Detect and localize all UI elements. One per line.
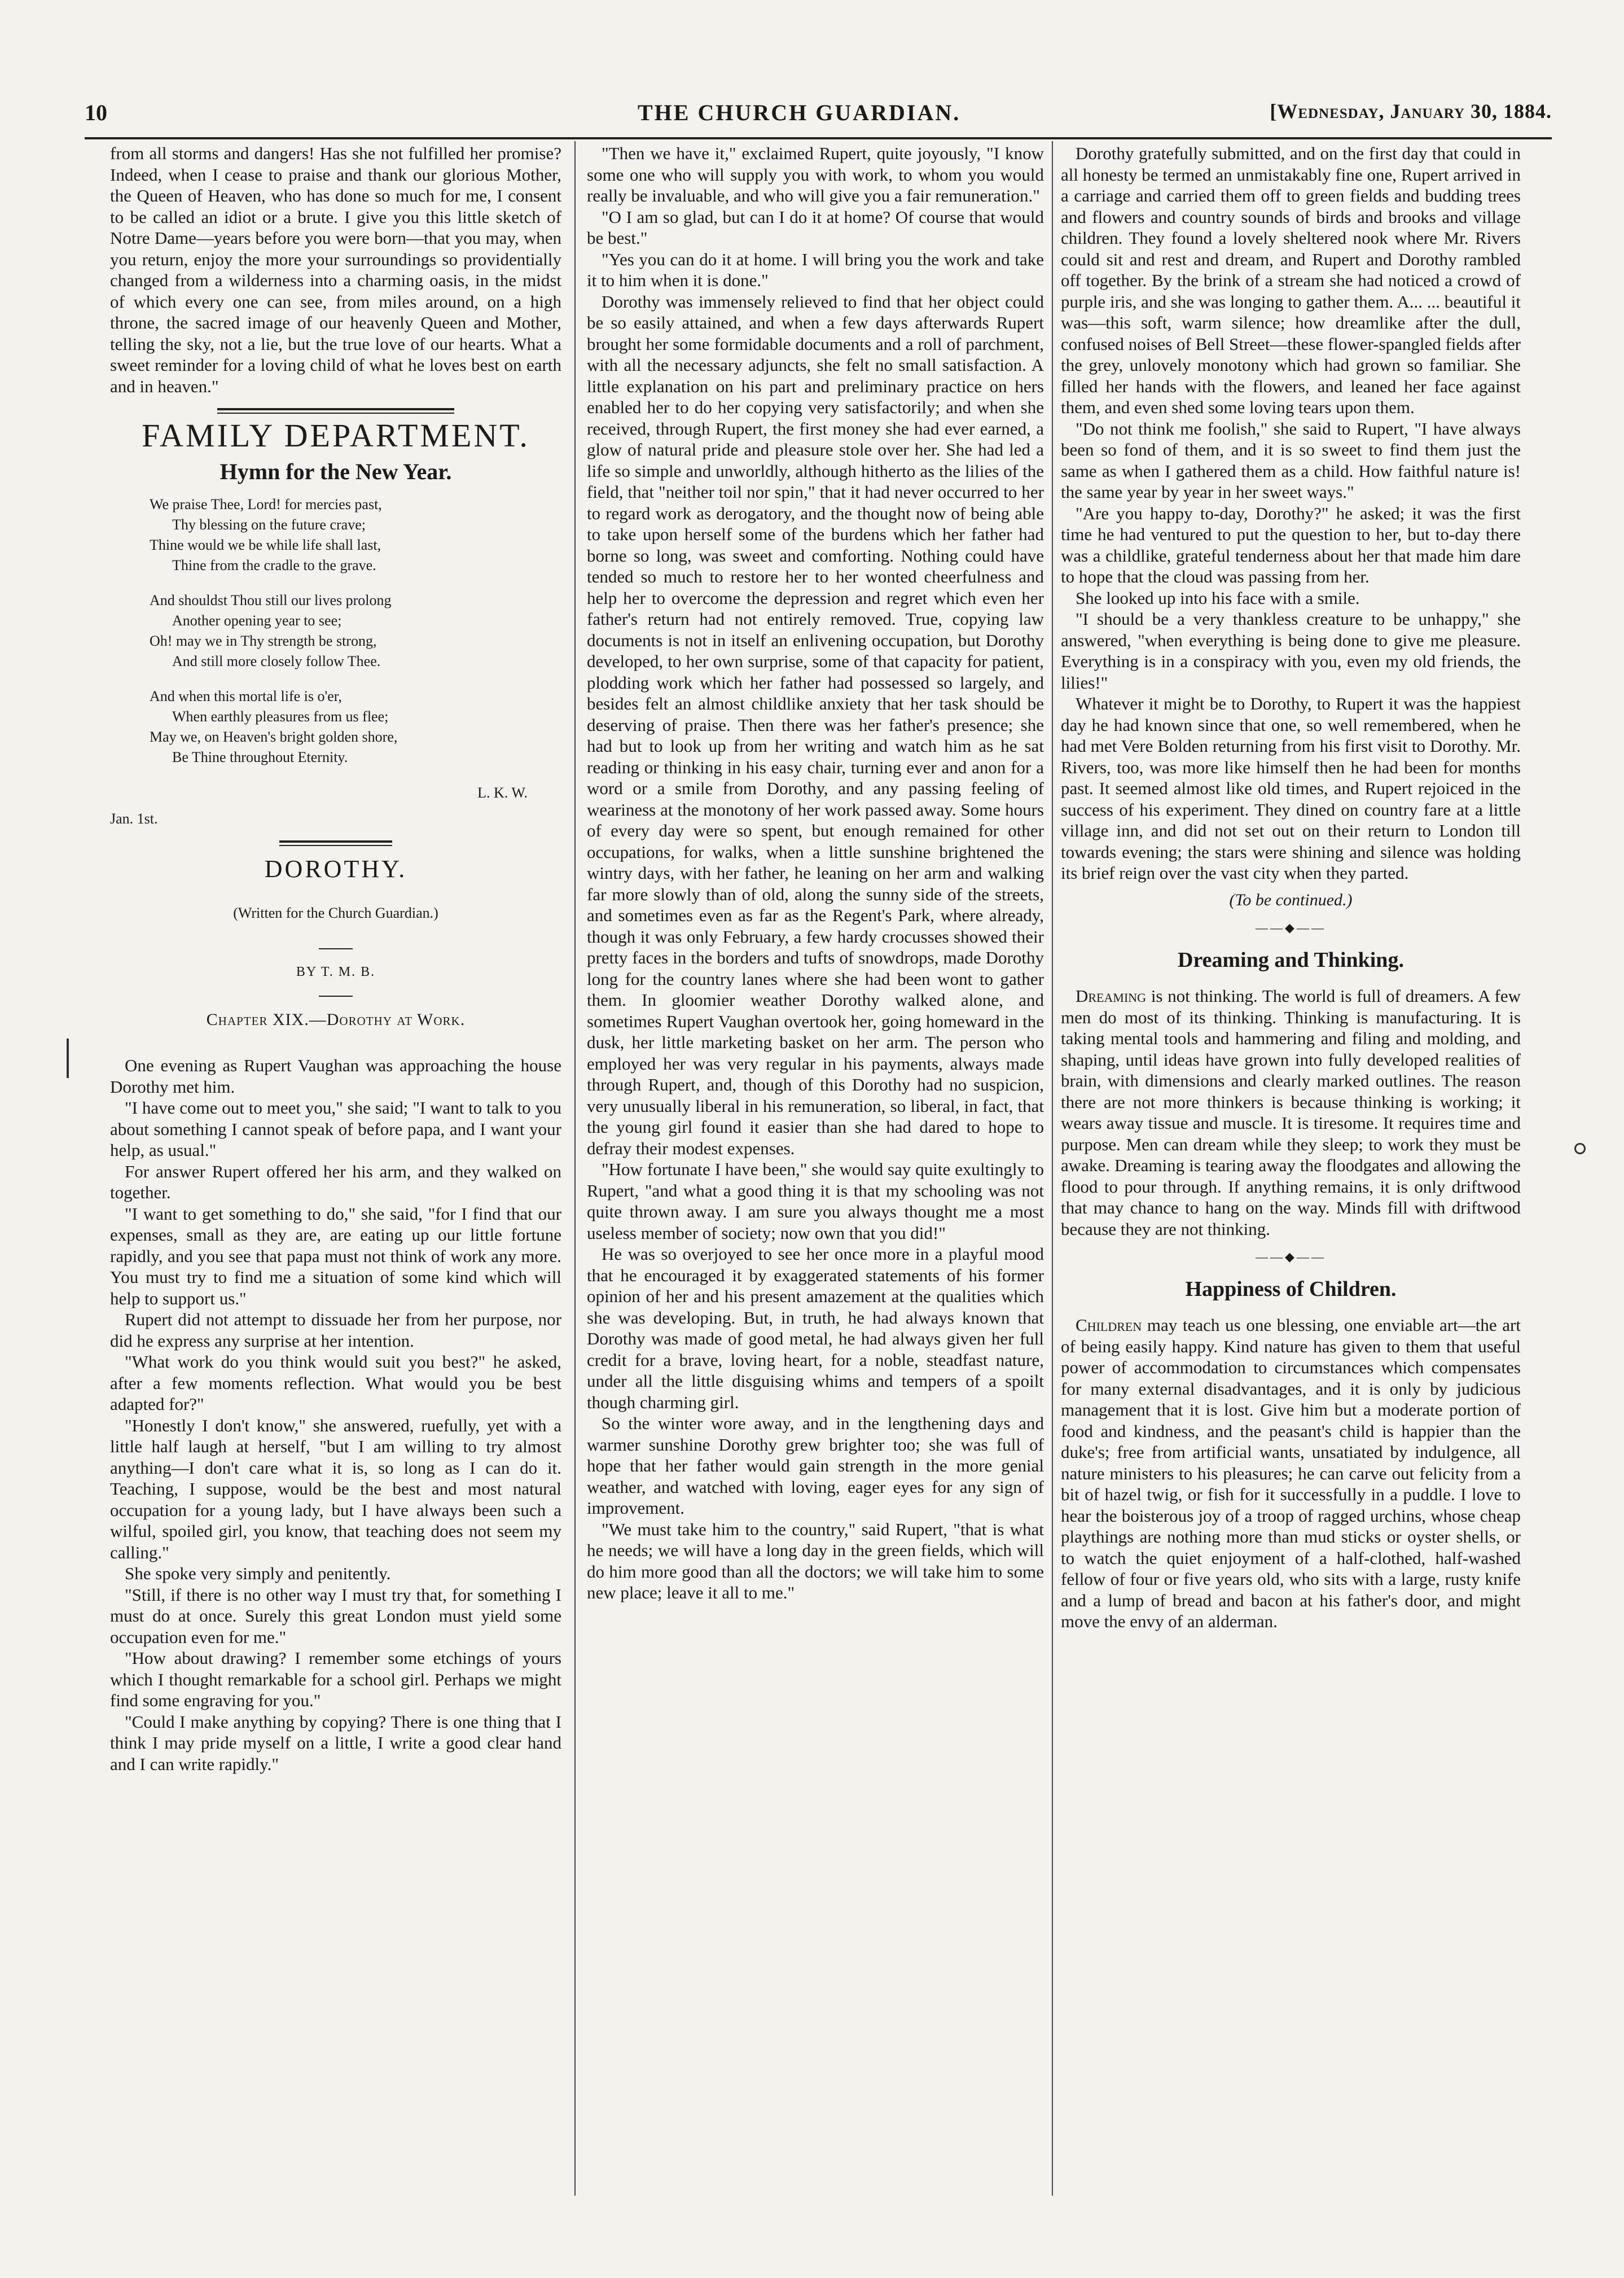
department-heading: FAMILY DEPARTMENT. [142,417,530,454]
story-paragraph: "How fortunate I have been," she would say quite exultingly to Rupert, "and what a good thing it is that my schooling was not quite thrown away. I am sure you always thought me a most useless member of society; now own that you did!" [587,1159,1044,1243]
story-title: DOROTHY. [264,855,407,883]
continued-note: (To be continued.) [1229,890,1353,909]
article-paragraph [1061,1315,1521,1632]
hymn-line: May we, on Heaven's bright golden shore, [150,729,398,745]
masthead [85,99,1552,139]
page-number: 10 [85,100,107,125]
masthead-rule [85,137,1552,139]
hymn-line: Thine would we be while life shall last, [150,537,381,553]
hymn-line: When earthly pleasures from us flee; [172,708,389,725]
section-rule [217,408,454,414]
hymn-line: Thine from the cradle to the grave. [172,557,376,573]
hymn-line: And still more closely follow Thee. [172,653,381,669]
hymn-line: Oh! may we in Thy strength be strong, [150,633,377,649]
hymn-signature: L. K. W. [477,785,528,801]
story-paragraph: "Honestly I don't know," she answered, ruefully, yet with a little half laugh at herself, "but I am willing to try almost anything—I don't care what it is, so long as I can do it. Teaching, I suppose, would be the best and most natural occupation for a young lady, but I have always been such a wilful, spoiled girl, you know, that teaching does not seem my calling." [110,1415,561,1562]
story-paragraph: "Are you happy to-day, Dorothy?" he asked; it was the first time he had ventured to put the question to her, but to-day there was a childlike, grateful tenderness about her that made him dare to hope that the cloud was passing from her. [1061,503,1521,586]
story-paragraph: She spoke very simply and penitently. [125,1563,391,1583]
byline-rule [319,996,353,997]
byline-rule [319,948,353,949]
lead-word: Dreaming [1076,986,1147,1006]
column-divider [574,141,576,2196]
article-text: may teach us one blessing, one enviable art—the art of being easily happy. Kind nature has given to them that useful power of accommodation to circumstances which compensates for many external disadvantages, and it is only by judicious management that it is lost. Give him but a moderate portion of food and kindness, and the peasant's child is happier than the duke's; free from artificial wants, unsatiated by indulgence, all nature ministers to his pleasures; he can carve out felicity from a bit of hazel twig, or fish for it successfully in a puddle. I love to hear the boisterous joy of a troop of ragged urchins, whose cheap playthings are nothing more than mud sticks or oyster shells, or to watch the quiet enjoyment of a half-clothed, half-washed fellow of four or five years old, who sits with a large, rusty knife and a lump of bread and bacon at his father's door, and might move the envy of an alderman. [1061,1315,1521,1631]
hymn-dateline: Jan. 1st. [110,810,158,827]
hymn-title: Hymn for the New Year. [220,458,452,484]
story-paragraph: "O I am so glad, but can I do it at home? Of course that would be best." [587,207,1044,248]
story-paragraph: "How about drawing? I remember some etchings of yours which I thought remarkable for a school girl. Perhaps we might find some engraving for you." [110,1648,561,1710]
ornamental-divider: ——◆—— [1256,1250,1326,1264]
story-paragraph: "I should be a very thankless creature to be unhappy," she answered, "when everything is being done to give me pleasure. Everything is in a conspiracy with you, even my old friends, the lilies!" [1061,609,1521,693]
story-paragraph: Dorothy was immensely relieved to find that her object could be so easily attained, and when a few days afterwards Rupert brought her some formidable documents and a roll of parchment, with all the necessary adjuncts, she felt no small satisfaction. A little explanation on his part and preliminary practice on hers enabled her to do her copying very satisfactorily; and when she received, through Rupert, the first money she had ever earned, a glow of natural pride and pleasure stole over her. She had led a life so simple and unworldly, although hitherto as the lilies of the field, that "neither toil nor spin," that it had never occurred to her to regard work as derogatory, and the thought now of being able to take upon herself some of the burdens which her father had borne so long, was sweet and comforting. Nothing could have tended so much to restore her to her wonted cheerfulness and help her to overcome the depression and regret which even her father's return had not entirely removed. True, copying law documents is not in itself an enlivening occupation, but Dorothy developed, to her own surprise, some of that capacity for patient, plodding work which her father had possessed so largely, and besides felt an almost childlike anxiety that her task should be deserving of praise. Then there was her father's presence; she had but to look up from her writing and watch him as he sat reading or thinking in his easy chair, turning ever and anon for a word or a smile from Dorothy, and any passing feeling of weariness at the monotony of her work passed away. Some hours of every day were so spent, but enough remained for other occupations, for walks, when a little sunshine brightened the wintry days, with her father, he leaning on her arm and walking far more slowly than of old, along the sunny side of the streets, and sometimes even as far as the Regent's Park, where already, though it was only February, a few hardy crocusses showed their pretty faces in the borders and tufts of snowdrops, made Dorothy long for the country lanes where she had been wont to gather them. In gloomier weather Dorothy walked alone, and sometimes Rupert Vaughan overtook her, going homeward in the dusk, her little marketing basket on her arm. The person who employed her was very regular in his payments, always made through Rupert, and, though of this Dorothy had no suspicion, very unusually liberal in his remuneration, so liberal, in fact, that the young girl found it easier than she had dared to hope to defray their modest expenses. [587,291,1044,1158]
story-credit: (Written for the Church Guardian.) [233,904,438,921]
story-paragraph: One evening as Rupert Vaughan was approaching the house Dorothy met him. [110,1055,561,1097]
story-paragraph: For answer Rupert offered her his arm, and they walked on together. [110,1161,561,1202]
hymn-stanza [150,590,561,672]
hymn-line: Be Thine throughout Eternity. [172,749,348,765]
article-text: is not thinking. The world is full of dreamers. A few men do most of its thinking. Thinking is manufacturing. It is taking mental tools and hammering and filing and molding, and shaping, until ideas have grown into fully developed realities of brain, with dimensions and clearly marked outlines. The reason there are not more thinkers is because thinking is working; it wears away tissue and muscle. It is tiresome. It requires time and purpose. Men can dream while they sleep; to work they must be awake. Dreaming is tearing away the floodgates and allowing the flood to pour through. If anything remains, it is only driftwood that may chance to hang on the way. Minds fill with driftwood because they are not thinking. [1061,986,1521,1239]
hymn-stanza [150,494,561,576]
story-paragraph: "Yes you can do it at home. I will bring you the work and take it to him when it is done." [587,249,1044,290]
hymn-line: And when this mortal life is o'er, [150,688,342,704]
column-3 [1061,143,1521,2197]
story-byline: BY T. M. B. [296,965,376,979]
article-title: Dreaming and Thinking. [1178,948,1404,972]
intro-paragraph: from all storms and dangers! Has she not fulfilled her promise? Indeed, when I cease to praise and thank our glorious Mother, the Queen of Heaven, who has done so much for me, I consent to be called an idiot or a brute. I give you this little sketch of Notre Dame—years before you were born—that you may, when you return, enjoy the more your surroundings so providentially changed from a wilderness into a charming oasis, in the midst of which every one can see, from miles around, on a high throne, the sacred image of our heavenly Queen and Mother, telling the sky, not a lie, but the true love of our hearts. What a sweet reminder for a loving child of what he loves best on earth and in heaven." [110,143,561,396]
story-paragraph: Whatever it might be to Dorothy, to Rupert it was the happiest day he had known since that one, so well remembered, when he had met Vere Bolden returning from his first visit to Dorothy. Mr. Rivers, too, was more like himself then he had been for months past. It seemed almost like old times, and Rupert rejoiced in the success of his experiment. They dined on country fare at a little village inn, and did not set out on their return to London till towards evening; the stars were shining and silence was holding its brief reign over the vast city when they parted. [1061,694,1521,883]
story-paragraph: "We must take him to the country," said Rupert, "that is what he needs; we will have a long day in the green fields, which will do him more good than all the doctors; we will take him to some new place; leave it all to me." [587,1519,1044,1602]
column-2 [587,143,1044,2197]
story-paragraph: "Could I make anything by copying? There is one thing that I think I may pride myself on a little, I write a good clear hand and I can write rapidly." [110,1711,561,1774]
article-title: Happiness of Children. [1185,1277,1397,1301]
section-rule [279,840,392,846]
story-paragraph: "Still, if there is no other way I must try that, for something I must do at once. Surely this great London must yield some occupation even for me." [110,1584,561,1647]
story-paragraph: "Then we have it," exclaimed Rupert, quite joyously, "I know some one who will supply you with work, to whom you would really be invaluable, and who will give you a fair remuneration." [587,143,1044,205]
story-paragraph: She looked up into his face with a smile. [1076,588,1360,608]
lead-word: Children [1076,1315,1142,1335]
hymn-line: And shouldst Thou still our lives prolong [150,592,392,608]
story-paragraph: "I have come out to meet you," she said; "I want to talk to you about something I cannot speak of before papa, and I want your help, as usual." [110,1098,561,1160]
print-mark [1574,1143,1586,1154]
story-paragraph: "What work do you think would suit you best?" he asked, after a few moments reflection. What would you be best adapted for?" [110,1352,561,1414]
hymn-line: Another opening year to see; [172,612,342,629]
story-paragraph: "I want to get something to do," she said, "for I find that our expenses, small as they are, are eating up our little fortune rapidly, and you see that papa must not think of work any more. You must try to find me a situation of some kind which will help to support us." [110,1203,561,1308]
hymn-stanza [150,686,561,768]
column-1 [110,143,561,2197]
hymn-line: We praise Thee, Lord! for mercies past, [150,496,382,512]
story-paragraph: Rupert did not attempt to dissuade her from her purpose, nor did he express any surprise at her intention. [110,1309,561,1351]
article-paragraph [1061,985,1521,1239]
issue-date: [Wednesday, January 30, 1884. [1270,100,1552,122]
story-paragraph: So the winter wore away, and in the lengthening days and warmer sunshine Dorothy grew brighter too; she was full of hope that her father would gain strength in the more genial weather, and watched with loving, eager eyes for any sign of improvement. [587,1413,1044,1518]
story-paragraph: He was so overjoyed to see her once more in a playful mood that he encouraged it by exaggerated statements of his former opinion of her and his present amazement at the qualities which she was developing. But, in truth, he had always known that Dorothy was made of good metal, he had always given her full credit for a brave, loving heart, for a noble, steadfast nature, under all the little disguising whims and tempers of a spoilt though charming girl. [587,1244,1044,1412]
chapter-heading: Chapter XIX.—Dorothy at Work. [206,1010,466,1029]
story-paragraph: Dorothy gratefully submitted, and on the first day that could in all honesty be termed an unmistakably fine one, Rupert arrived in a carriage and carried them off to green fields and budding trees and flowers and country sounds of birds and brooks and village children. They found a lovely sheltered nook where Mr. Rivers could sit and rest and dream, and Rupert and Dorothy rambled off together. By the brink of a stream she had noticed a crowd of purple iris, and she was longing to gather them. A... ... beautiful it was—this soft, warm silence; how dreamlike after the dull, confused noises of Bell Street—these flower-spangled fields after the grey, unlovely monotony which had grown so familiar. She filled her hands with the flowers, and leaned her face against them, and even shed some loving tears upon them. [1061,143,1521,417]
column-divider [1052,141,1053,2196]
hymn-line: Thy blessing on the future crave; [172,516,366,533]
story-paragraph: "Do not think me foolish," she said to Rupert, "I have always been so fond of them, and it is so sweet to find them just the same as when I gathered them as a child. How faithful nature is! the same year by year in her sweet ways." [1061,418,1521,502]
ornamental-divider: ——◆—— [1256,921,1326,935]
paper-title: THE CHURCH GUARDIAN. [638,100,961,125]
print-mark [67,1039,69,1078]
